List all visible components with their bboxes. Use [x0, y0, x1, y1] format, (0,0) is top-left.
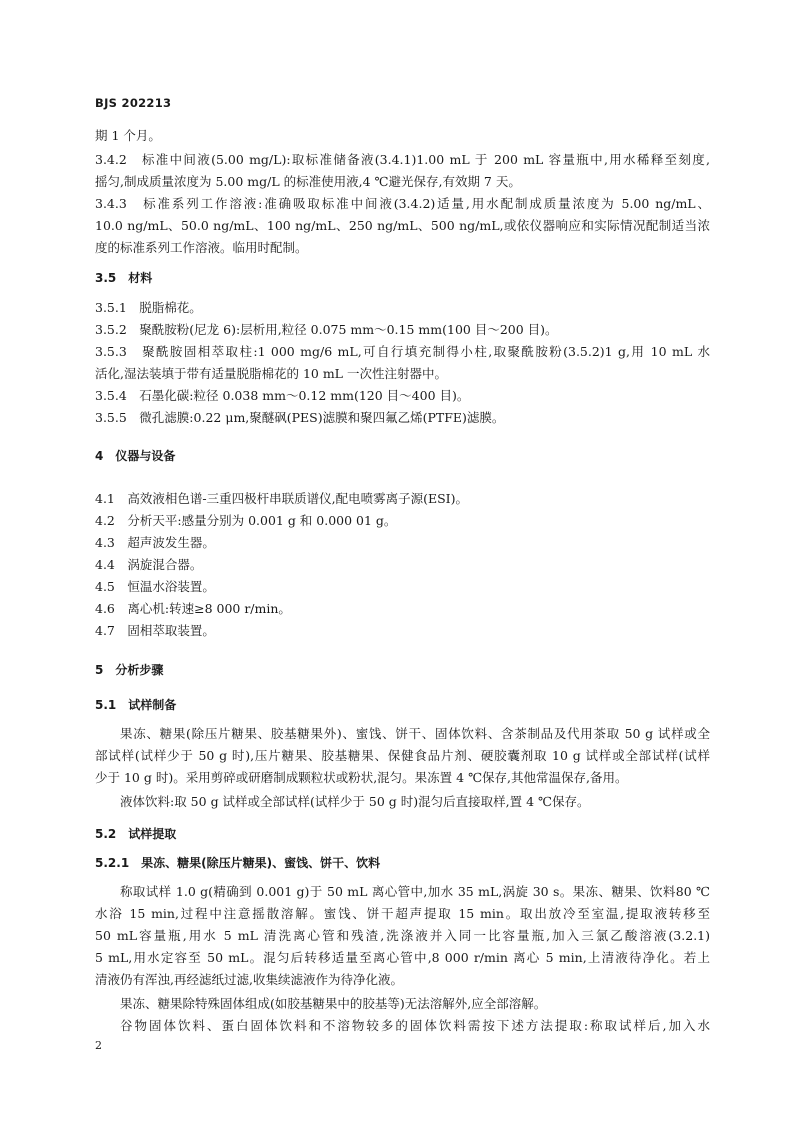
- standard-code: BJS 202213: [95, 96, 172, 110]
- paragraph-line: 果冻、糖果(除压片糖果、胶基糖果外)、蜜饯、饼干、固体饮料、含茶制品及代用茶取 50 g 试样或全: [120, 726, 710, 741]
- clause-4-6: 4.6 离心机:转速≥8 000 r/min。: [95, 601, 291, 616]
- text-line: 活化,湿法装填于带有适量脱脂棉花的 10 mL 一次性注射器中。: [95, 366, 447, 381]
- text-line: 10.0 ng/mL、50.0 ng/mL、100 ng/mL、250 ng/mL、500 ng/mL,或依仪器响应和实际情况配制适当浓: [95, 218, 710, 233]
- paragraph-line: 谷物固体饮料、蛋白固体饮料和不溶物较多的固体饮料需按下述方法提取:称取试样后,加入水: [120, 1018, 710, 1033]
- clause-4-1: 4.1 高效液相色谱-三重四极杆串联质谱仪,配电喷雾离子源(ESI)。: [95, 491, 468, 506]
- paragraph-line: 液体饮料:取 50 g 试样或全部试样(试样少于 50 g 时)混匀后直接取样,置 4 ℃保存。: [120, 794, 590, 809]
- clause-3-5-5: 3.5.5 微孔滤膜:0.22 μm,聚醚砜(PES)滤膜和聚四氟乙烯(PTFE)滤膜。: [95, 410, 505, 425]
- text-line: 期 1 个月。: [95, 128, 161, 143]
- clause-3-4-3: 3.4.3 标准系列工作溶液:准确吸取标准中间液(3.4.2)适量,用水配制成质量浓度为 5.00 ng/mL、: [95, 196, 710, 211]
- section-heading-5: 5 分析步骤: [95, 663, 164, 677]
- clause-3-5-2: 3.5.2 聚酰胺粉(尼龙 6):层析用,粒径 0.075 mm～0.15 mm(100 目～200 目)。: [95, 322, 558, 337]
- paragraph-line: 少于 10 g 时)。采用剪碎或研磨制成颗粒状或粉状,混匀。果冻置 4 ℃保存,其他常温保存,备用。: [95, 770, 628, 785]
- clause-3-5-4: 3.5.4 石墨化碳:粒径 0.038 mm～0.12 mm(120 目～400 目)。: [95, 388, 470, 403]
- page-number: 2: [95, 1039, 102, 1052]
- clause-4-3: 4.3 超声波发生器。: [95, 535, 215, 550]
- paragraph-line: 清液仍有浑浊,再经滤纸过滤,收集续滤液作为待净化液。: [95, 972, 403, 987]
- clause-4-2: 4.2 分析天平:感量分别为 0.001 g 和 0.000 01 g。: [95, 513, 397, 528]
- section-heading-3-5: 3.5 材料: [95, 271, 153, 285]
- clause-3-4-2: 3.4.2 标准中间液(5.00 mg/L):取标准储备液(3.4.1)1.00 mL 于 200 mL 容量瓶中,用水稀释至刻度,: [95, 152, 710, 167]
- text-line: 度的标准系列工作溶液。临用时配制。: [95, 240, 308, 255]
- paragraph-line: 5 mL,用水定容至 50 mL。混匀后转移适量至离心管中,8 000 r/min 离心 5 min,上清液待净化。若上: [95, 950, 710, 965]
- clause-3-5-1: 3.5.1 脱脂棉花。: [95, 300, 202, 315]
- paragraph-line: 水浴 15 min,过程中注意摇散溶解。蜜饯、饼干超声提取 15 min。取出放冷至室温,提取液转移至: [95, 906, 710, 921]
- clause-4-7: 4.7 固相萃取装置。: [95, 623, 215, 638]
- clause-4-4: 4.4 涡旋混合器。: [95, 557, 203, 572]
- section-heading-4: 4 仪器与设备: [95, 449, 176, 463]
- paragraph-line: 50 mL容量瓶,用水 5 mL 清洗离心管和残渣,洗涤液并入同一比容量瓶,加入三氯乙酸溶液(3.2.1): [95, 928, 710, 943]
- paragraph-line: 称取试样 1.0 g(精确到 0.001 g)于 50 mL 离心管中,加水 35 mL,涡旋 30 s。果冻、糖果、饮料80 ℃: [120, 884, 710, 899]
- section-heading-5-1: 5.1 试样制备: [95, 698, 177, 712]
- clause-4-5: 4.5 恒温水浴装置。: [95, 579, 215, 594]
- section-heading-5-2: 5.2 试样提取: [95, 827, 177, 841]
- text-line: 摇匀,制成质量浓度为 5.00 mg/L 的标准使用液,4 ℃避光保存,有效期 7 天。: [95, 174, 521, 189]
- paragraph-line: 果冻、糖果除特殊固体组成(如胶基糖果中的胶基等)无法溶解外,应全部溶解。: [120, 996, 547, 1011]
- section-heading-5-2-1: 5.2.1 果冻、糖果(除压片糖果)、蜜饯、饼干、饮料: [95, 856, 381, 870]
- paragraph-line: 部试样(试样少于 50 g 时),压片糖果、胶基糖果、保健食品片剂、硬胶囊剂取 10 g 试样或全部试样(试样: [95, 748, 710, 763]
- clause-3-5-3: 3.5.3 聚酰胺固相萃取柱:1 000 mg/6 mL,可自行填充制得小柱,取聚酰胺粉(3.5.2)1 g,用 10 mL 水: [95, 344, 710, 359]
